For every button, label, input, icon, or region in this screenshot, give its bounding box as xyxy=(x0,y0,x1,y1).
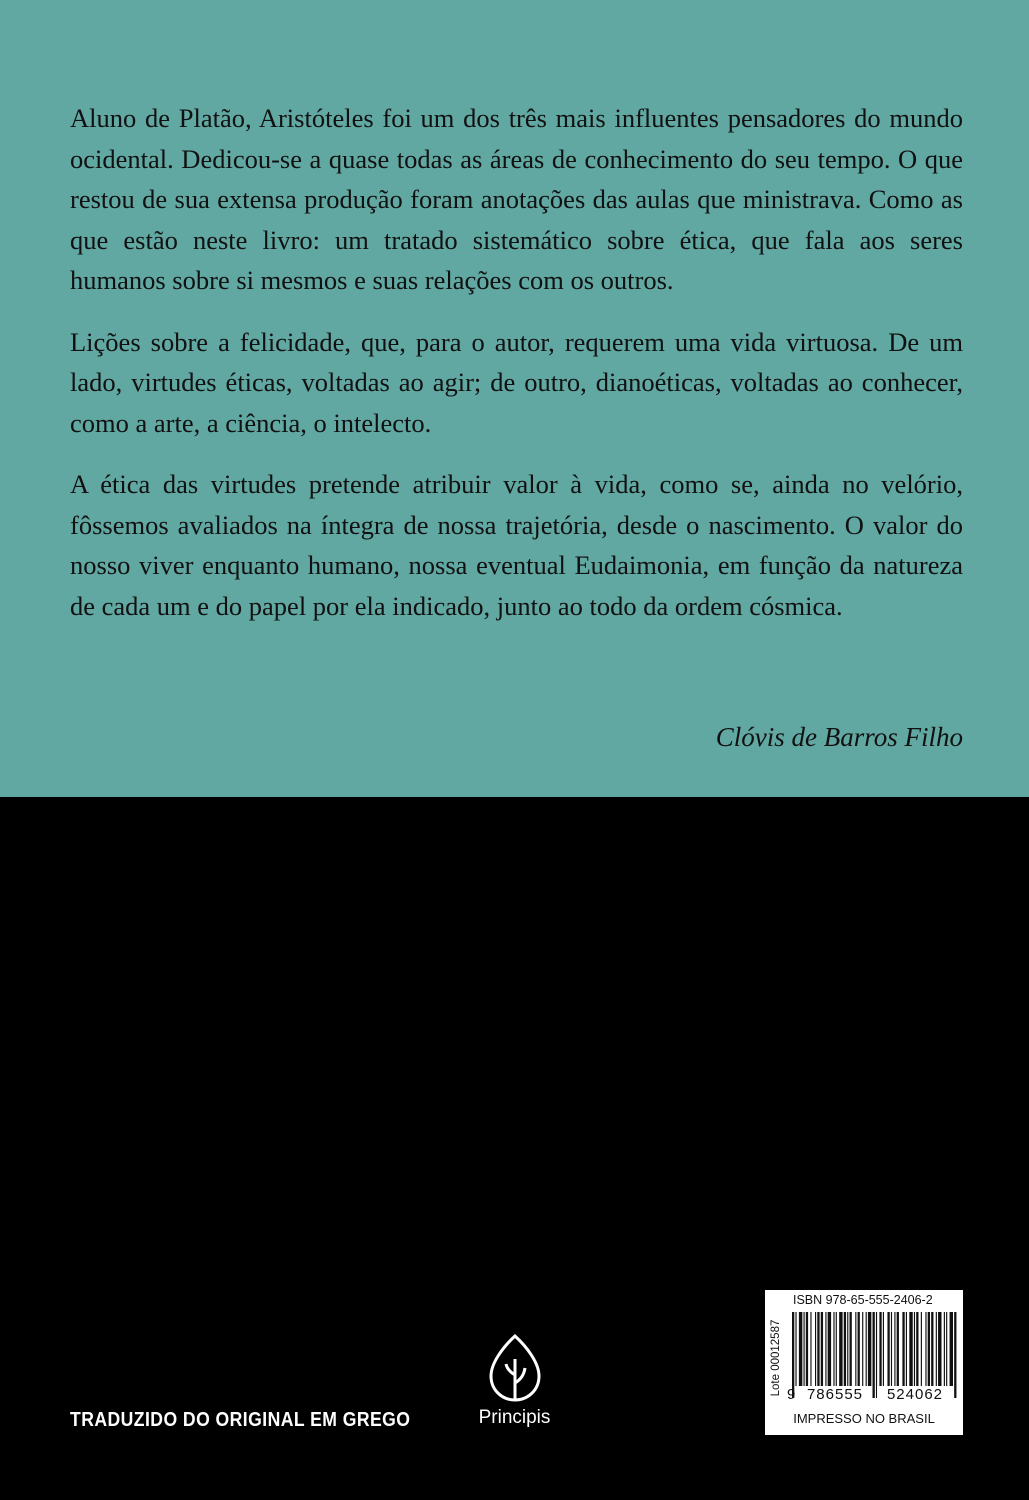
barcode-digits-right: 524062 xyxy=(877,1386,953,1403)
barcode-stripe xyxy=(833,1312,834,1386)
barcode-digits-left: 786555 xyxy=(799,1386,871,1403)
barcode-stripe xyxy=(916,1312,918,1386)
translated-label: TRADUZIDO DO ORIGINAL EM GREGO xyxy=(70,1409,411,1431)
barcode-panel xyxy=(765,1290,963,1435)
barcode-stripe xyxy=(928,1312,930,1386)
blurb-paragraph-3: A ética das virtudes pretende atribuir valor à vida, como se, ainda no velório, fôssemos avaliados na íntegra de nossa trajetória, desde o nascimento. O valor do nosso viver enquanto humano, nossa eventual Eudaimonia, em função da natureza de cada um e do papel por ela indicado, junto ao todo da ordem cósmica. xyxy=(70,469,963,621)
barcode-stripe xyxy=(821,1312,823,1386)
barcode-stripe xyxy=(906,1312,907,1386)
barcode-stripe xyxy=(825,1312,826,1386)
barcode-stripe xyxy=(897,1312,899,1386)
publisher-name: Principis xyxy=(478,1407,551,1428)
blurb-text xyxy=(70,98,963,647)
barcode-stripe xyxy=(936,1312,937,1386)
barcode-stripe xyxy=(902,1312,904,1386)
barcode-stripe xyxy=(815,1312,816,1386)
barcode-stripe xyxy=(836,1312,837,1386)
barcode-stripe xyxy=(938,1312,941,1386)
barcode-stripe xyxy=(862,1312,863,1386)
barcode-stripe xyxy=(879,1312,881,1386)
barcode-stripe xyxy=(844,1312,846,1386)
barcode-stripe xyxy=(914,1312,915,1386)
barcode-stripe xyxy=(883,1312,884,1386)
barcode-stripe xyxy=(894,1312,895,1386)
barcode-stripe xyxy=(828,1312,831,1386)
barcode-stripe xyxy=(799,1312,802,1386)
barcode-stripe xyxy=(950,1312,953,1386)
barcode-stripe xyxy=(847,1312,848,1386)
barcode-stripe xyxy=(839,1312,842,1386)
lote-number: Lote 00012587 xyxy=(770,1319,782,1397)
lote-number-container xyxy=(768,1315,784,1401)
blurb-paragraph-1: Aluno de Platão, Aristóteles foi um dos três mais influentes pensadores do mundo ocidental. Dedicou-se a quase todas as áreas de conhecimento do seu tempo. O que restou de sua extensa produção foram anotações das aulas que ministrava. Como as que estão neste livro: um tratado sistemático sobre ética, que fala aos seres humanos sobre si mesmos e suas relações com os outros. xyxy=(70,103,963,295)
barcode-stripe xyxy=(866,1312,867,1386)
blurb-signature: Clóvis de Barros Filho xyxy=(715,722,963,752)
barcode-stripe xyxy=(850,1312,852,1386)
barcode-stripe xyxy=(806,1312,808,1386)
isbn-number: ISBN 978-65-555-2406-2 xyxy=(793,1293,933,1307)
barcode-stripe xyxy=(909,1312,912,1386)
barcode-stripe xyxy=(946,1312,947,1386)
barcode-stripe xyxy=(795,1312,796,1386)
barcode-stripe xyxy=(868,1312,871,1386)
publisher-logo xyxy=(467,1333,562,1429)
barcode-stripe xyxy=(855,1312,856,1386)
blurb-paragraph-2: Lições sobre a felicidade, que, para o autor, requerem uma vida virtuosa. De um lado, virtudes éticas, voltadas ao agir; de outro, dianoéticas, voltadas ao conhecer, como a arte, a ciência, o intelecto. xyxy=(70,326,963,438)
printed-in-brazil: IMPRESSO NO BRASIL xyxy=(793,1411,935,1426)
leaf-icon xyxy=(487,1333,543,1403)
barcode-digit-first: 9 xyxy=(787,1386,796,1403)
barcode-stripe xyxy=(891,1312,892,1386)
barcode-stripe xyxy=(944,1312,945,1386)
barcode-stripe xyxy=(810,1312,811,1386)
barcode-stripe xyxy=(921,1312,922,1386)
barcode-digits xyxy=(787,1386,961,1406)
barcode-stripe xyxy=(817,1312,819,1386)
barcode-stripe xyxy=(804,1312,805,1386)
barcode-stripe xyxy=(925,1312,926,1386)
barcode-stripe xyxy=(858,1312,860,1386)
barcode-stripe xyxy=(931,1312,933,1386)
barcode-stripe xyxy=(887,1312,889,1386)
